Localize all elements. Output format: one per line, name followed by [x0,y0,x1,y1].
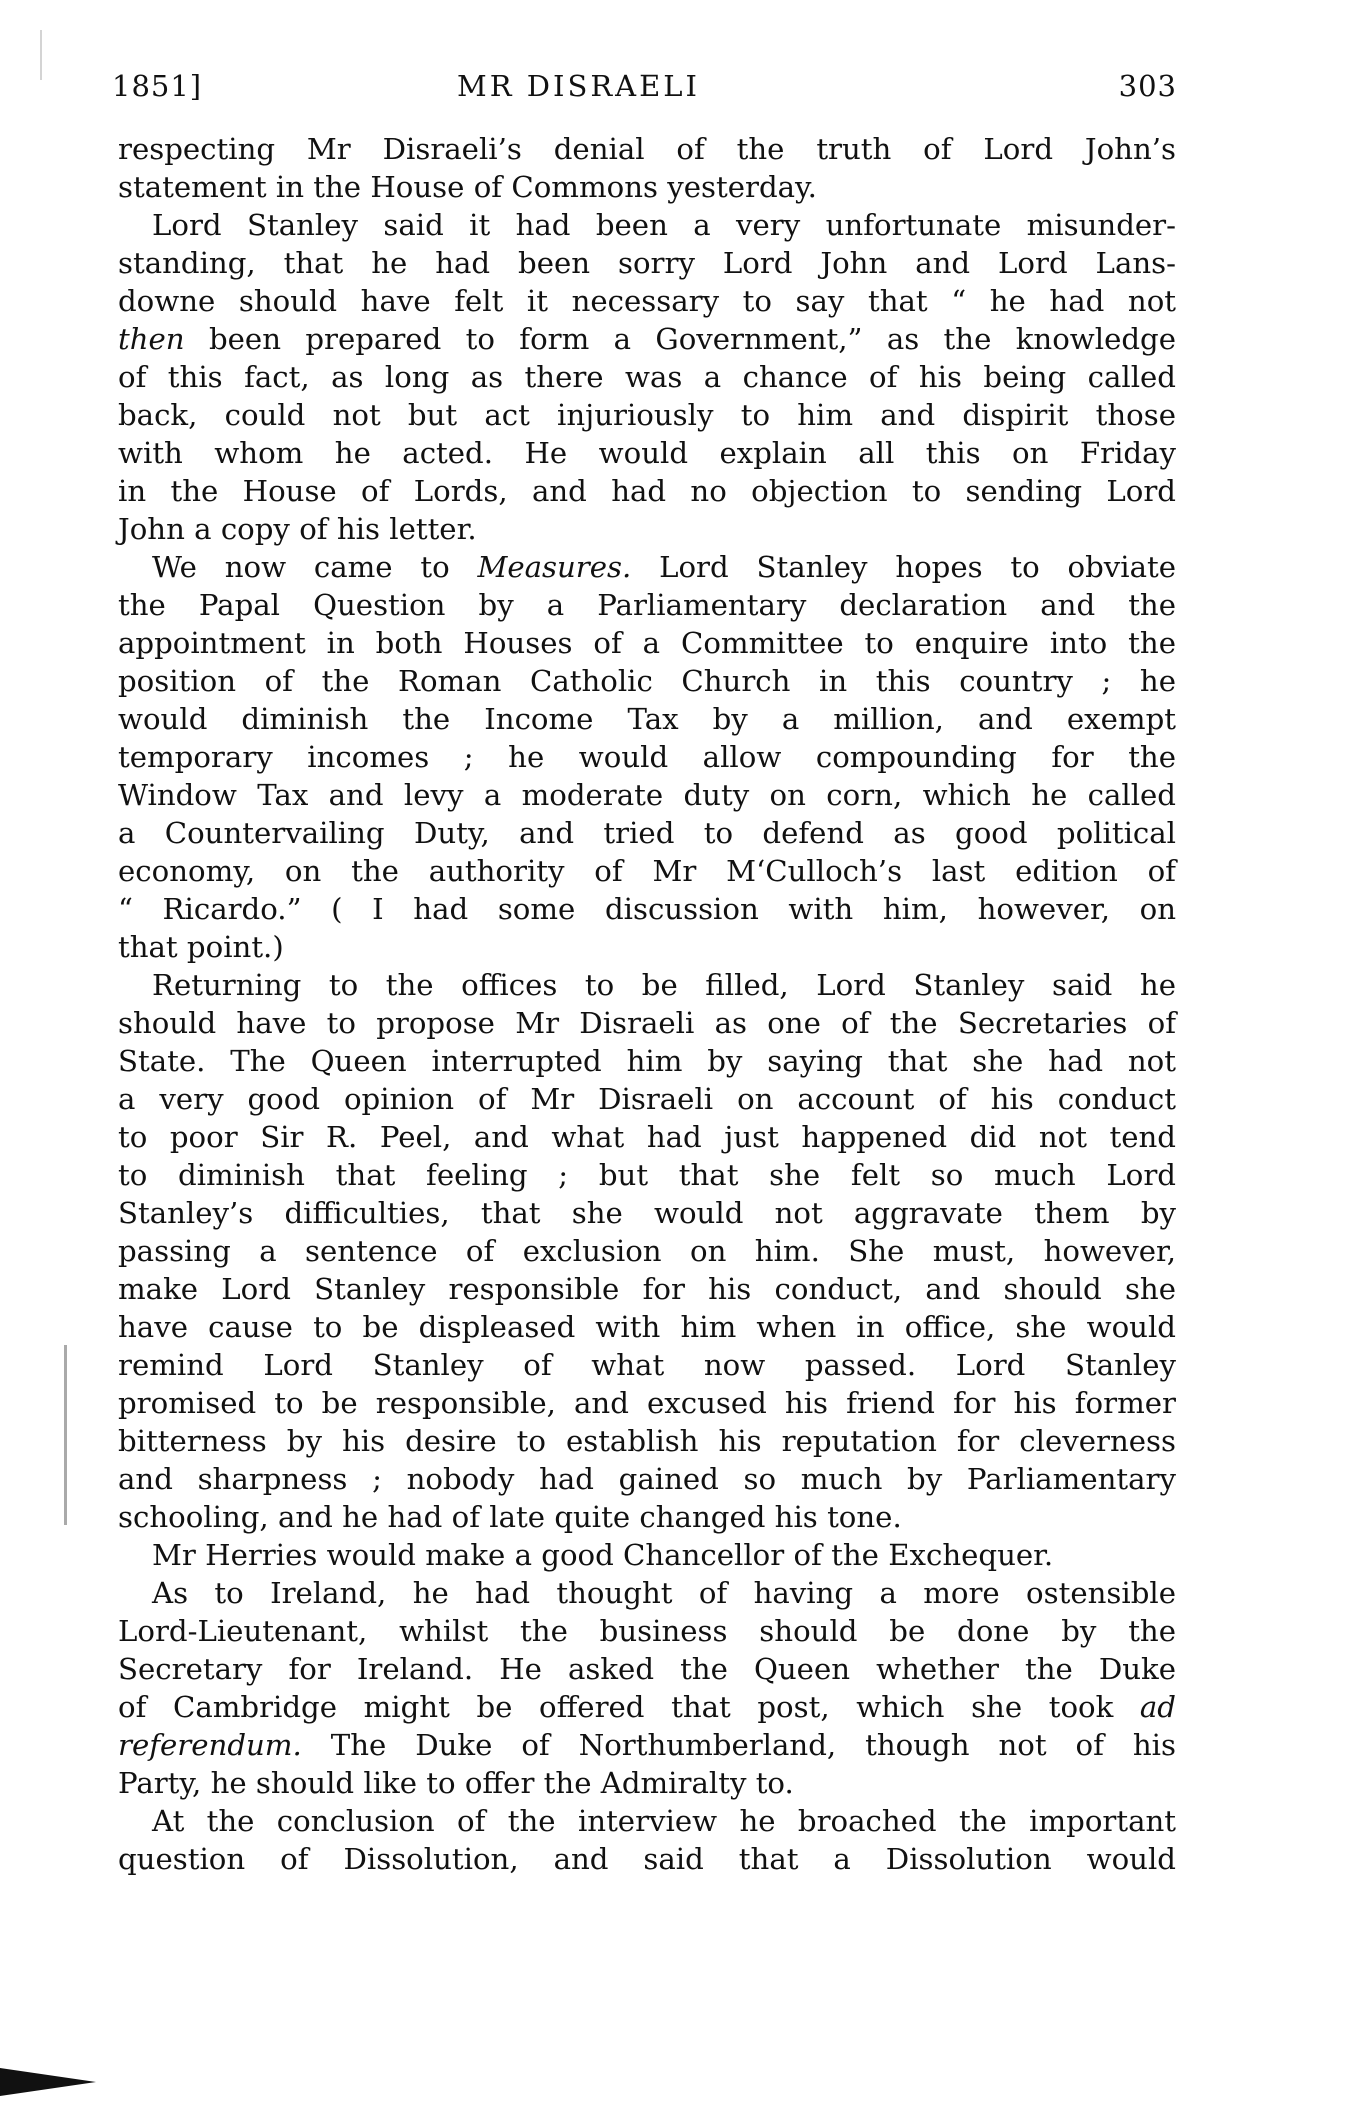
text-line: remind Lord Stanley of what now passed. Lord Stanley [118,1348,1176,1382]
text-line: that point.) [118,930,284,964]
text-line: have cause to be displeased with him when in office, she would [118,1310,1176,1344]
text-line: of this fact, as long as there was a chance of his being called [118,360,1176,394]
text-line: Lord Stanley said it had been a very unfortunate misunder- [152,208,1176,242]
text-line: the Papal Question by a Parliamentary declaration and the [118,588,1176,622]
header-year: 1851] [112,69,203,103]
text-line: Returning to the offices to be filled, Lord Stanley said he [152,968,1176,1002]
text-line: schooling, and he had of late quite changed his tone. [118,1500,902,1534]
text-line: back, could not but act injuriously to him and dispirit those [118,398,1176,432]
text-line: John a copy of his letter. [118,512,477,546]
text-line: in the House of Lords, and had no objection to sending Lord [118,474,1176,508]
text-line: economy, on the authority of Mr M‘Culloch’s last edition of [118,854,1176,888]
text-line: appointment in both Houses of a Committee to enquire into the [118,626,1176,660]
text-line: make Lord Stanley responsible for his conduct, and should she [118,1272,1176,1306]
text-line: “ Ricardo.” ( I had some discussion with him, however, on [118,892,1176,926]
text-line: passing a sentence of exclusion on him. She must, however, [118,1234,1176,1268]
text-line: with whom he acted. He would explain all this on Friday [118,436,1176,470]
text-line: At the conclusion of the interview he broached the important [152,1804,1176,1838]
text-line: Secretary for Ireland. He asked the Queen whether the Duke [118,1652,1176,1686]
scan-speck [64,1345,67,1525]
scan-speck [40,30,42,80]
header-title: MR DISRAELI [457,69,700,103]
text-line: would diminish the Income Tax by a million, and exempt [118,702,1176,736]
running-head [112,66,1177,106]
text-line: should have to propose Mr Disraeli as one of the Secretaries of [118,1006,1176,1040]
text-line: As to Ireland, he had thought of having a more ostensible [152,1576,1176,1610]
text-line: referendum. The Duke of Northumberland, though not of his [118,1728,1176,1762]
text-line: of Cambridge might be offered that post, which she took ad [118,1690,1176,1724]
text-line: promised to be responsible, and excused his friend for his former [118,1386,1176,1420]
text-line: to diminish that feeling ; but that she felt so much Lord [118,1158,1176,1192]
text-line: We now came to Measures. Lord Stanley hopes to obviate [152,550,1177,584]
text-line: Stanley’s difficulties, that she would not aggravate them by [118,1196,1176,1230]
text-line: then been prepared to form a Government,” as the knowledge [118,322,1176,356]
text-line: a Countervailing Duty, and tried to defend as good political [118,816,1176,850]
text-line: downe should have felt it necessary to say that “ he had not [118,284,1176,318]
text-line: State. The Queen interrupted him by saying that she had not [118,1044,1176,1078]
text-line: Mr Herries would make a good Chancellor of the Exchequer. [152,1538,1054,1572]
text-line: position of the Roman Catholic Church in this country ; he [118,664,1176,698]
text-line: question of Dissolution, and said that a Dissolution would [118,1842,1176,1876]
text-line: Party, he should like to offer the Admiralty to. [118,1766,794,1800]
text-line: Lord-Lieutenant, whilst the business should be done by the [118,1614,1176,1648]
page-corner-arrow [0,2068,96,2096]
text-line: respecting Mr Disraeli’s denial of the truth of Lord John’s [118,132,1176,166]
text-line: a very good opinion of Mr Disraeli on account of his conduct [118,1082,1176,1116]
text-line: standing, that he had been sorry Lord John and Lord Lans- [118,246,1176,280]
text-line: temporary incomes ; he would allow compounding for the [118,740,1176,774]
text-line: Window Tax and levy a moderate duty on corn, which he called [118,778,1176,812]
text-line: to poor Sir R. Peel, and what had just happened did not tend [118,1120,1176,1154]
page-number: 303 [1118,69,1177,103]
body-text [118,130,1176,1878]
text-line: statement in the House of Commons yesterday. [118,170,817,204]
text-line: bitterness by his desire to establish his reputation for cleverness [118,1424,1176,1458]
text-line: and sharpness ; nobody had gained so much by Parliamentary [118,1462,1176,1496]
